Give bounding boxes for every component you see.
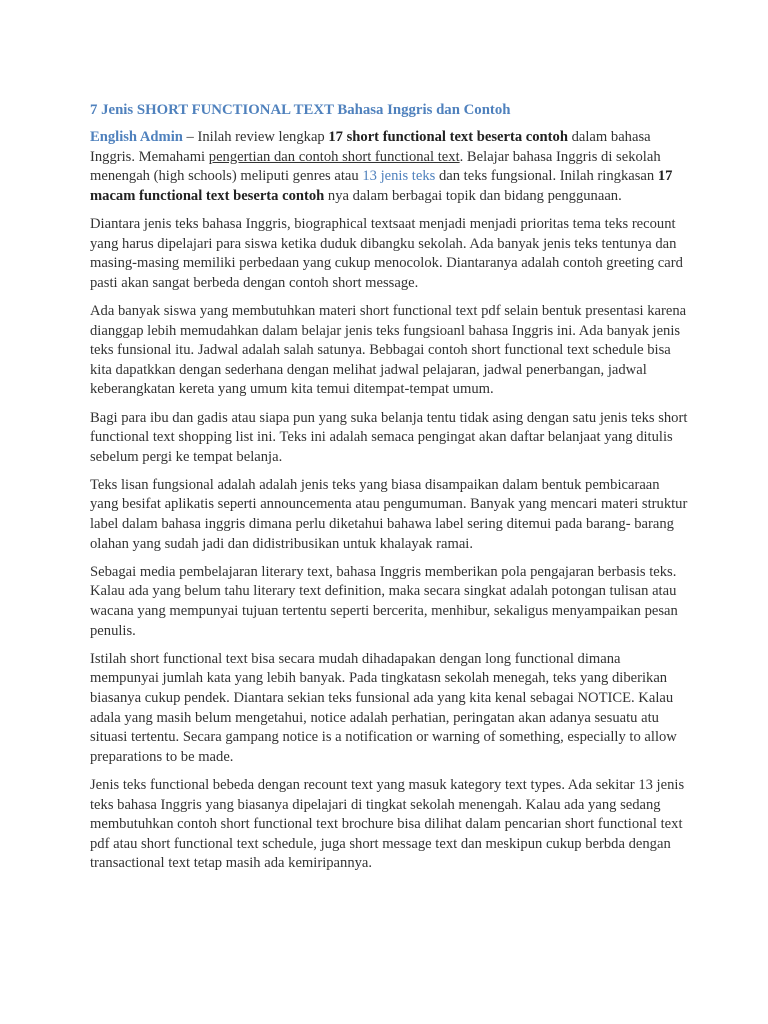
paragraph-2: Diantara jenis teks bahasa Inggris, biographical textsaat menjadi menjadi prioritas tema teks recount yang harus dipelajari para siswa ketika duduk dibangku sekolah. Ada banyak jenis teks tentunya dan masing-masing memiliki perbedaan yang cukup menocolok. Diantaranya adalah contoh greeting card pasti akan sangat berbeda dengan contoh short message. bbox=[90, 215, 683, 291]
paragraph-4: Bagi para ibu dan gadis atau siapa pun yang suka belanja tentu tidak asing dengan satu jenis teks short functional text shopping list ini. Teks ini adalah semaca pengingat akan daftar belanjaat yang ditulis sebelum pergi ke tempat belanja. bbox=[90, 409, 688, 465]
paragraph-8: Jenis teks functional bebeda dengan recount text yang masuk kategory text types. Ada sekitar 13 jenis teks bahasa Inggris yang biasanya dipelajari di tingkat sekolah menengah. Kalau ada yang sedang membutuhkan contoh short functional text brochure bisa dilihat dalam pencarian short functional text pdf atau short functional text schedule, juga short message text dan meskipun cukup berbda dengan transactional text tetap masih ada kemiripannya. bbox=[90, 776, 685, 872]
paragraph-1-text-2: dalam bahasa Inggris. Memahami bbox=[90, 129, 651, 165]
text-types-link[interactable]: 13 jenis teks bbox=[362, 168, 436, 185]
paragraph-1-text-4: dan teks fungsional. Inilah ringkasan bbox=[435, 168, 658, 185]
document-title: 7 Jenis SHORT FUNCTIONAL TEXT Bahasa Inggris dan Contoh bbox=[90, 102, 511, 118]
paragraph-1-text-1: – Inilah review lengkap bbox=[182, 129, 329, 145]
paragraph-5: Teks lisan fungsional adalah adalah jenis teks yang biasa disampaikan dalam bentuk pembicaraan yang besifat aplikatis seperti announcementa atau pengumuman. Banyak yang mencari materi struktur label dalam bahasa inggris dimana perlu diketahui bahawa label sering ditemui pada barang- barang olahan yang sudah jadi dan didistribusikan untuk khalayak ramai. bbox=[90, 476, 688, 552]
document-page bbox=[90, 100, 690, 883]
paragraph-7: Istilah short functional text bisa secara mudah dihadapakan dengan long functional dimana mempunyai jumlah kata yang lebih banyak. Pada tingkatasn sekolah menegah, teks yang diberikan biasanya cukup pendek. Diantara sekian teks funsional ada yang kita kenal sebagai NOTICE. Kalau adala yang masih belum mengetahui, notice adalah perhatian, peringatan akan adanya sesuatu atu situasi tertentu. Secara gampang notice is a notification or warning of something, especially to allow preparations to be made. bbox=[90, 650, 677, 765]
author-link[interactable]: English Admin bbox=[90, 129, 183, 145]
paragraph-3: Ada banyak siswa yang membutuhkan materi short functional text pdf selain bentuk presentasi karena dianggap lebih memudahkan dalam belajar jenis teks fungsioanl bahasa Inggris ini. Ada banyak jenis teks funsional itu. Jadwal adalah salah satunya. Bebbagai contoh short functional text schedule bisa kita dapatkkan dengan sederhana dengan melihat jadwal pelajaran, jadwal penerbangan, jadwal keberangkatan kereta yang umum kita temui ditempat-tempat umum. bbox=[90, 302, 687, 398]
paragraph-1 bbox=[90, 128, 690, 206]
paragraph-1-bold-2: 17 macam functional text beserta contoh bbox=[90, 168, 673, 204]
paragraph-1-text-5: nya dalam berbagai topik dan bidang penggunaan. bbox=[324, 187, 622, 204]
definition-link[interactable]: pengertian dan contoh short functional text bbox=[208, 148, 460, 165]
paragraph-1-bold-1: 17 short functional text beserta contoh bbox=[328, 129, 568, 145]
paragraph-6: Sebagai media pembelajaran literary text, bahasa Inggris memberikan pola pengajaran berbasis teks. Kalau ada yang belum tahu literary text definition, maka secara singkat adalah potongan tulisan atau wacana yang mempunyai tujuan tertentu seperti bercerita, menhibur, sekaligus menyampaikan pesan penulis. bbox=[90, 563, 678, 639]
paragraph-1-text-3: . Belajar bahasa Inggris di sekolah menengah (high schools) meliputi genres atau bbox=[90, 148, 661, 185]
